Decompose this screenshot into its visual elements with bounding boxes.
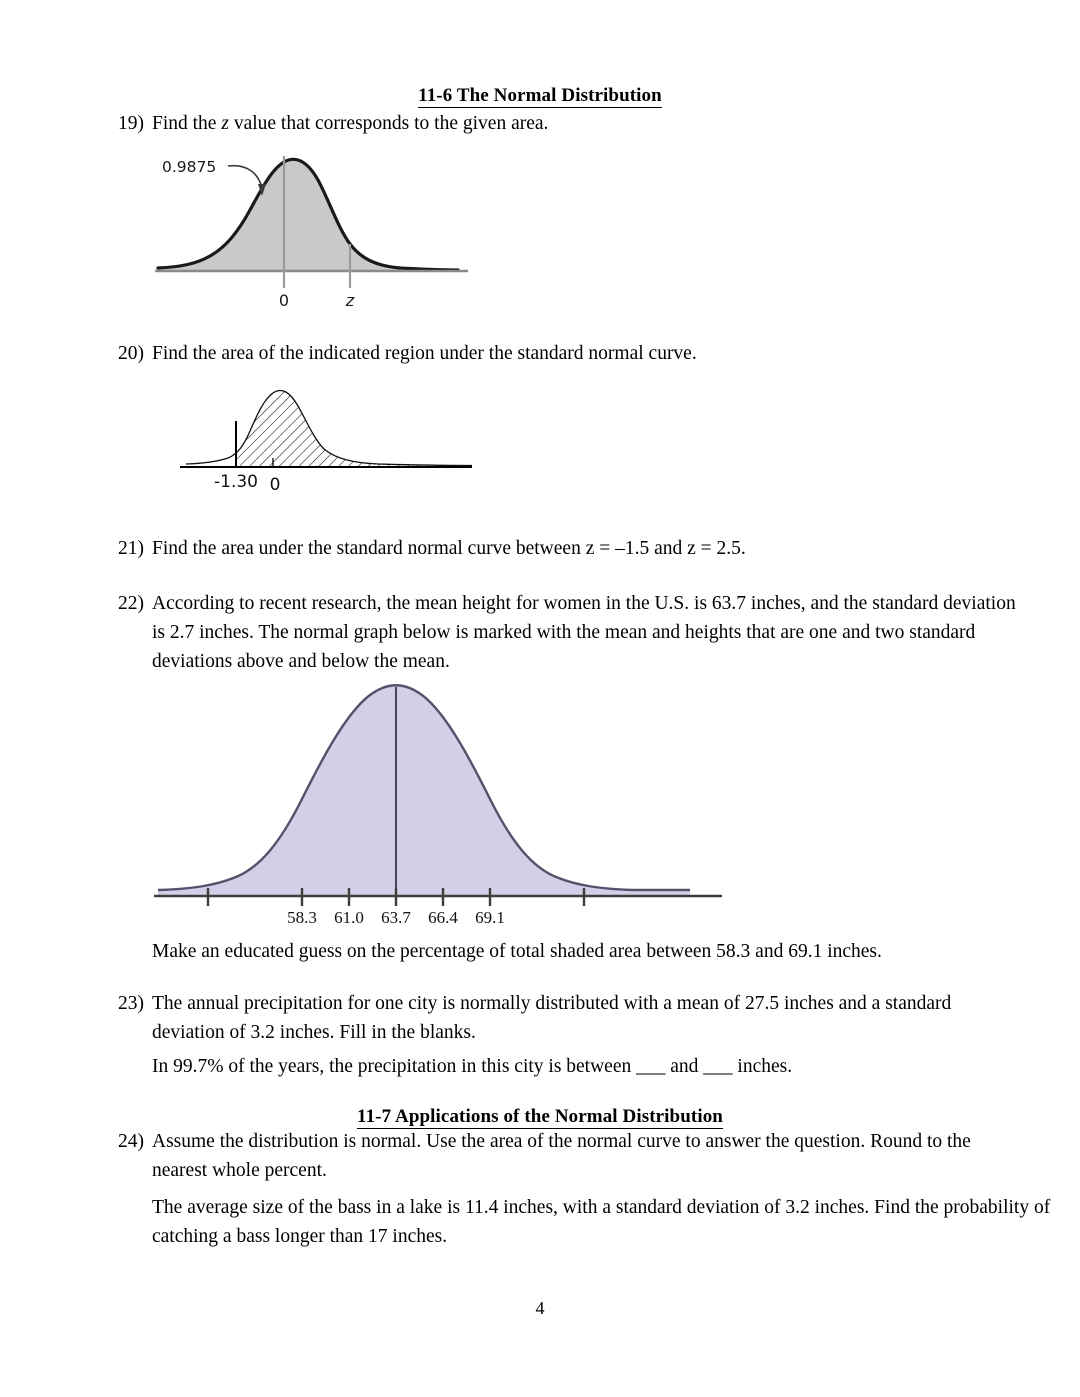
question-23-number: 23) (118, 993, 144, 1014)
figure-q22-tick-label-58-3: 58.3 (287, 908, 317, 927)
figure-q20 (172, 375, 482, 495)
figure-q19-leader-line (228, 166, 262, 188)
question-20-text: Find the area of the indicated region under the standard normal curve. (152, 343, 697, 364)
question-21 (118, 535, 998, 564)
figure-q20-tick-label-neg130: -1.30 (214, 472, 258, 492)
section-heading-11-7-text: 11-7 Applications of the Normal Distribution (357, 1106, 723, 1127)
figure-q22-tick-label-63-7: 63.7 (381, 908, 411, 927)
question-20 (118, 340, 998, 369)
question-19-text-part-a: Find the (152, 113, 222, 134)
figure-q20-tick-label-0: 0 (269, 475, 281, 495)
figure-q19-area-label: 0.9875 (162, 158, 217, 176)
question-22-text: According to recent research, the mean height for women in the U.S. is 63.7 inches, and the standard deviation is 2.7 inches. The normal graph below is marked with the mean and heights that are one and two standard deviations above and below the mean. (152, 593, 1016, 672)
question-19-number: 19) (118, 113, 144, 134)
figure-q22-tick-label-66-4: 66.4 (428, 908, 458, 927)
figure-q22-svg (150, 665, 730, 925)
question-24 (118, 1128, 1008, 1186)
figure-q22-tick-label-69-1: 69.1 (475, 908, 505, 927)
question-23 (118, 990, 1008, 1048)
figure-q19-tick-label-z: z (345, 291, 355, 310)
figure-q22-tick-label-61-0: 61.0 (334, 908, 364, 927)
page-number: 4 (535, 1298, 545, 1318)
question-24-followup: The average size of the bass in a lake is 11.4 inches, with a standard deviation of 3.2 inches. Find the probability of catching a bass longer than 17 inches. (152, 1197, 1051, 1247)
figure-q19-svg (150, 140, 490, 315)
question-19-text-part-b: value that corresponds to the given area. (228, 113, 549, 134)
question-24-text: Assume the distribution is normal. Use the area of the normal curve to answer the question. Round to the nearest whole percent. (152, 1131, 971, 1181)
question-22 (118, 590, 1018, 677)
section-heading-11-6-text: 11-6 The Normal Distribution (418, 85, 662, 106)
question-24-number: 24) (118, 1131, 144, 1152)
section-heading-11-7 (0, 1106, 1080, 1128)
question-19 (118, 110, 998, 139)
figure-q19 (150, 140, 490, 315)
section-heading-11-6 (0, 85, 1080, 107)
figure-q22 (150, 665, 730, 925)
question-23-text: The annual precipitation for one city is normally distributed with a mean of 27.5 inches and a standard deviation of 3.2 inches. Fill in the blanks. (152, 993, 952, 1043)
figure-q22-shaded-region (158, 685, 690, 896)
question-23-followup: In 99.7% of the years, the precipitation in this city is between ___ and ___ inches. (152, 1056, 793, 1077)
question-22-number: 22) (118, 593, 144, 614)
figure-q20-svg (172, 375, 482, 495)
figure-q19-tick-label-0: 0 (278, 291, 290, 310)
question-21-number: 21) (118, 538, 144, 559)
figure-q20-hatched-region (186, 391, 472, 467)
question-21-text: Find the area under the standard normal curve between z = –1.5 and z = 2.5. (152, 538, 746, 559)
question-20-number: 20) (118, 343, 144, 364)
figure-q19-shaded-region (158, 159, 400, 271)
question-19-text (152, 110, 998, 139)
question-22-followup: Make an educated guess on the percentage of total shaded area between 58.3 and 69.1 inches. (152, 941, 882, 962)
question-19-text-variable-z: z (221, 113, 229, 134)
